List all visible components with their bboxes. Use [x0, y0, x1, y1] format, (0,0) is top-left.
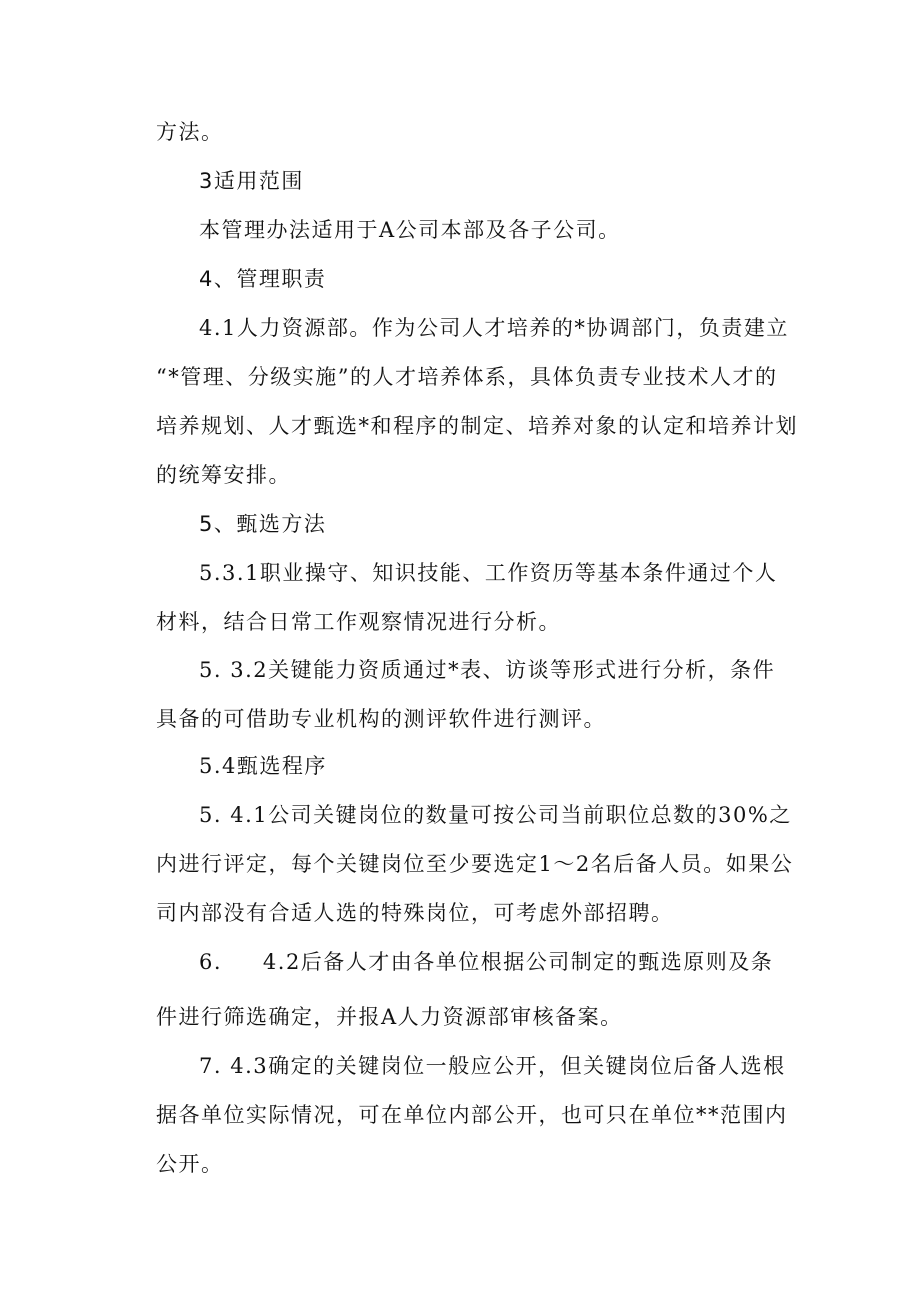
paragraph-5-4-1-line-1: 5. 4.1公司关键岗位的数量可按公司当前职位总数的30%之 [199, 803, 792, 827]
paragraph-7-line-2: 据各单位实际情况，可在单位内部公开，也可只在单位**范围内 [156, 1103, 788, 1127]
paragraph-4-1-line-1: 4.1人力资源部。作为公司人才培养的*协调部门，负责建立 [199, 316, 789, 340]
paragraph-5-3-1-line-2: 材料，结合日常工作观察情况进行分析。 [156, 610, 561, 634]
paragraph-5-3-2-line-2: 具备的可借助专业机构的测评软件进行测评。 [156, 707, 606, 731]
section-heading-selection-procedure: 5.4甄选程序 [199, 754, 327, 778]
paragraph-7-line-1: 7. 4.3确定的关键岗位一般应公开，但关键岗位后备人选根 [199, 1054, 786, 1078]
paragraph-4-1-line-4: 的统筹安排。 [156, 463, 291, 487]
paragraph-4-1-line-2: “*管理、分级实施”的人才培养体系，具体负责专业技术人才的 [156, 365, 778, 389]
paragraph-5-3-1-line-1: 5.3.1职业操守、知识技能、工作资历等基本条件通过个人 [199, 561, 778, 585]
paragraph-5-4-1-line-3: 司内部没有合适人选的特殊岗位，可考虑外部招聘。 [156, 901, 674, 925]
paragraph-6-line-2: 件进行筛选确定，并报A人力资源部审核备案。 [156, 1005, 623, 1029]
section-heading-selection-methods: 5、甄选方法 [199, 512, 327, 536]
section-heading-scope: 3适用范围 [199, 169, 304, 193]
paragraph-7-line-3: 公开。 [156, 1152, 224, 1176]
paragraph-4-1-line-3: 培养规划、人才甄选*和程序的制定、培养对象的认定和培养计划 [156, 414, 798, 438]
paragraph-scope: 本管理办法适用于A公司本部及各子公司。 [199, 218, 621, 242]
paragraph-tail-line: 方法。 [156, 120, 224, 144]
paragraph-5-3-2-line-1: 5. 3.2关键能力资质通过*表、访谈等形式进行分析，条件 [199, 658, 776, 682]
paragraph-5-4-1-line-2: 内进行评定，每个关键岗位至少要选定1～2名后备人员。如果公 [156, 852, 794, 876]
paragraph-6-line-1: 6. 4.2后备人才由各单位根据公司制定的甄选原则及条 [199, 950, 774, 974]
section-heading-responsibilities: 4、管理职责 [199, 267, 327, 291]
